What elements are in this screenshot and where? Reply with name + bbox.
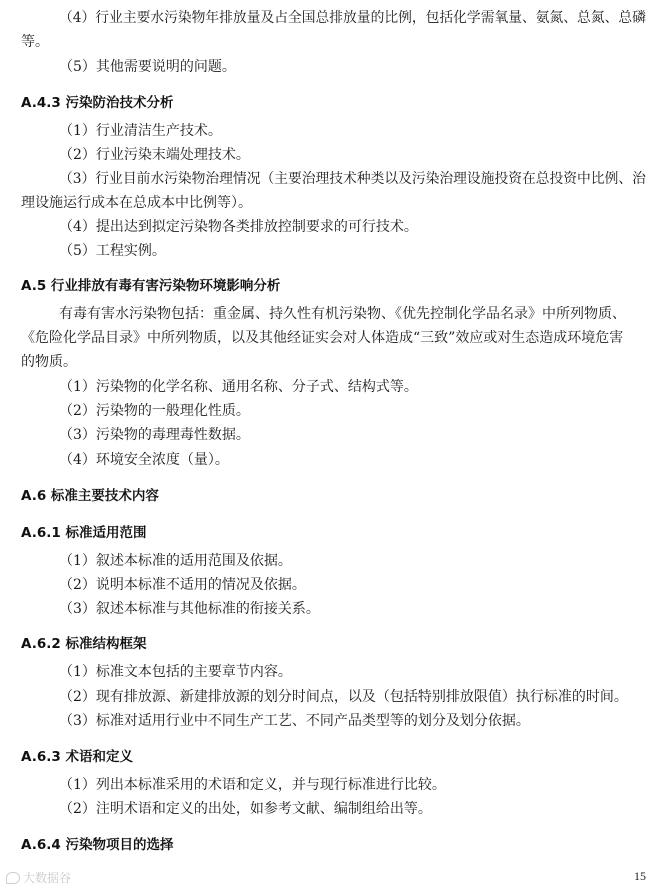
text-line: （3）行业目前水污染物治理情况（主要治理技术种类以及污染治理设施投资在总投资中比例、治 xyxy=(59,171,646,187)
section-heading: A.5 行业排放有毒有害污染物环境影响分析 xyxy=(21,278,281,294)
text-line: 《危险化学品目录》中所列物质，以及其他经证实会对人体造成“三致”效应或对生态造成环境危害 xyxy=(21,330,624,346)
text-line: （2）现有排放源、新建排放源的划分时间点，以及（包括特别排放限值）执行标准的时间。 xyxy=(59,689,628,705)
page-number: 15 xyxy=(634,869,646,883)
text-line: （1）污染物的化学名称、通用名称、分子式、结构式等。 xyxy=(59,379,418,395)
watermark-logo-icon xyxy=(6,872,20,884)
section-heading: A.6.1 标准适用范围 xyxy=(21,525,147,541)
section-heading: A.6.2 标准结构框架 xyxy=(21,636,147,652)
section-heading: A.6.4 污染物项目的选择 xyxy=(21,837,174,853)
section-heading: A.6.3 术语和定义 xyxy=(21,749,133,765)
text-line: （2）行业污染末端处理技术。 xyxy=(59,147,250,163)
text-line: （5）其他需要说明的问题。 xyxy=(59,59,236,75)
section-heading: A.4.3 污染防治技术分析 xyxy=(21,95,174,111)
text-line: 理设施运行成本在总成本中比例等）。 xyxy=(21,195,252,211)
text-line: （4）环境安全浓度（量）。 xyxy=(59,452,229,468)
text-line: 等。 xyxy=(21,34,49,50)
text-line: （3）叙述本标准与其他标准的衔接关系。 xyxy=(59,601,320,617)
text-line: （3）标准对适用行业中不同生产工艺、不同产品类型等的划分及划分依据。 xyxy=(59,713,530,729)
text-line: 有毒有害水污染物包括：重金属、持久性有机污染物、《优先控制化学品名录》中所列物质、 xyxy=(59,306,626,322)
text-line: （2）注明术语和定义的出处，如参考文献、编制组给出等。 xyxy=(59,801,432,817)
text-line: （1）标准文本包括的主要章节内容。 xyxy=(59,664,292,680)
section-heading: A.6 标准主要技术内容 xyxy=(21,488,159,504)
text-line: （4）提出达到拟定污染物各类排放控制要求的可行技术。 xyxy=(59,219,418,235)
text-line: （5）工程实例。 xyxy=(59,243,166,259)
text-line: （4）行业主要水污染物年排放量及占全国总排放量的比例，包括化学需氧量、氨氮、总氮、总磷 xyxy=(59,10,646,26)
text-line: （2）污染物的一般理化性质。 xyxy=(59,403,250,419)
text-line: （1）列出本标准采用的术语和定义，并与现行标准进行比较。 xyxy=(59,777,446,793)
text-line: （1）行业清洁生产技术。 xyxy=(59,123,222,139)
text-line: 的物质。 xyxy=(21,354,77,370)
text-line: （1）叙述本标准的适用范围及依据。 xyxy=(59,553,292,569)
text-line: （3）污染物的毒理毒性数据。 xyxy=(59,427,250,443)
watermark-text: 大数据谷 xyxy=(23,871,72,885)
text-line: （2）说明本标准不适用的情况及依据。 xyxy=(59,577,306,593)
watermark xyxy=(6,871,71,885)
